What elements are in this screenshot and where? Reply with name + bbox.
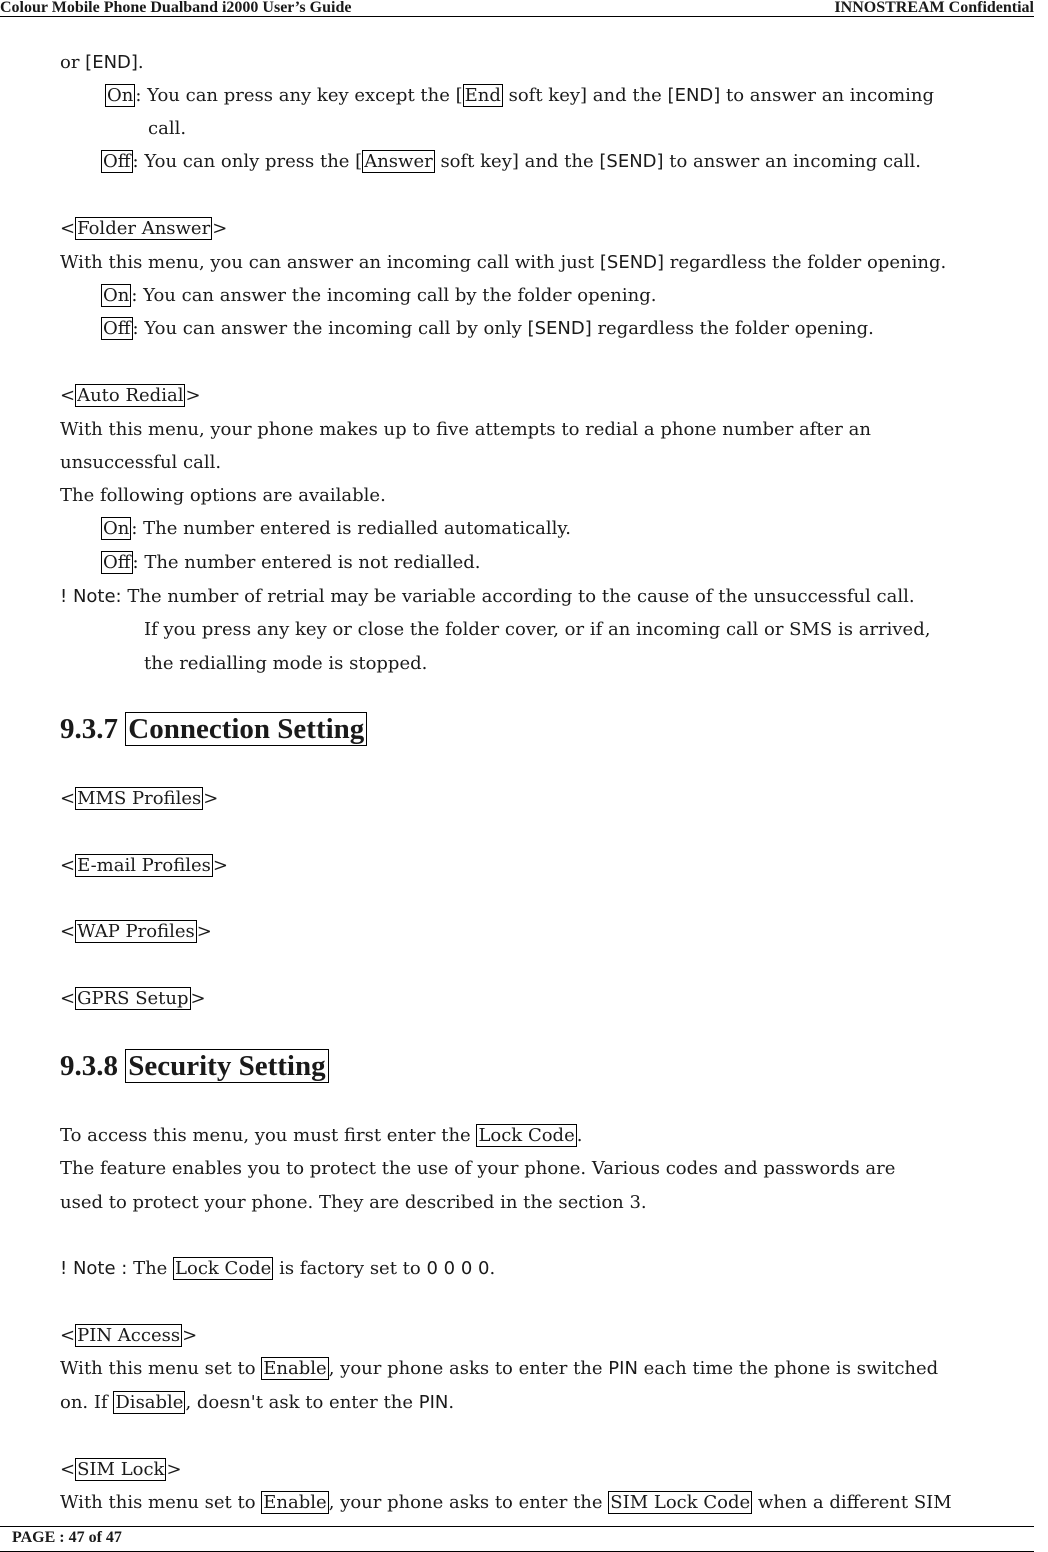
text-line: or [END]. — [60, 52, 144, 73]
menu-name: WAP Profiles — [77, 921, 195, 942]
menu-heading: < GPRS Setup > — [60, 988, 206, 1009]
menu-name: Auto Redial — [77, 385, 184, 406]
setting-label: Enable — [263, 1358, 327, 1379]
menu-heading: < Folder Answer > — [60, 218, 228, 239]
note-line: ! Note: The number of retrial may be variable according to the cause of the unsuccessful call. — [60, 586, 915, 607]
menu-heading: < MMS Profiles > — [60, 788, 219, 809]
menu-heading: < Auto Redial > — [60, 385, 201, 406]
note-label: ! Note: — [60, 586, 122, 607]
option-label: On — [103, 285, 130, 306]
text-line: The following options are available. — [60, 485, 386, 506]
menu-heading: < WAP Profiles > — [60, 921, 212, 942]
text-line: used to protect your phone. They are described in the section 3. — [60, 1192, 647, 1213]
setting-label: Enable — [263, 1492, 327, 1513]
option-label: Off — [103, 151, 131, 172]
text-line: With this menu, you can answer an incoming call with just [SEND] regardless the folder opening. — [60, 252, 947, 273]
softkey-label: End — [464, 85, 501, 106]
section-heading: 9.3.7 Connection Setting — [60, 711, 367, 747]
option-line: On : The number entered is redialled automatically. — [103, 518, 571, 539]
option-line: Off : You can only press the [ Answer soft key] and the [SEND] to answer an incoming call. — [103, 151, 922, 172]
softkey-label: Answer — [364, 151, 433, 172]
menu-name: PIN Access — [77, 1325, 181, 1346]
option-label: On — [107, 85, 134, 106]
header-title: Colour Mobile Phone Dualband i2000 User’s Guide — [0, 0, 352, 16]
option-label: Off — [103, 318, 131, 339]
menu-name: GPRS Setup — [77, 988, 189, 1009]
page-header — [0, 0, 1034, 17]
text-line: call. — [148, 118, 187, 139]
key-label: [SEND] — [599, 252, 665, 273]
option-line: Off : The number entered is not redialled. — [103, 552, 481, 573]
menu-name: SIM Lock — [77, 1459, 165, 1480]
menu-heading: < E-mail Profiles > — [60, 855, 228, 876]
key-label: [END] — [667, 85, 721, 106]
text-line: the redialling mode is stopped. — [144, 653, 428, 674]
page-number: PAGE : 47 of 47 — [12, 1529, 122, 1546]
code-label: Lock Code — [175, 1258, 272, 1279]
text-line: To access this menu, you must first enter the Lock Code . — [60, 1125, 583, 1146]
page-footer — [0, 1526, 1034, 1552]
menu-heading: < PIN Access > — [60, 1325, 198, 1346]
code-label: SIM Lock Code — [610, 1492, 751, 1513]
code-label: Lock Code — [478, 1125, 575, 1146]
note-label: ! Note : — [60, 1258, 134, 1279]
key-label: [END] — [85, 52, 138, 73]
option-label: On — [103, 518, 130, 539]
text-line: If you press any key or close the folder cover, or if an incoming call or SMS is arrived, — [144, 619, 931, 640]
text-line: With this menu set to Enable , your phone asks to enter the PIN each time the phone is switched — [60, 1358, 939, 1379]
menu-name: E-mail Profiles — [77, 855, 211, 876]
text-line: With this menu set to Enable , your phone asks to enter the SIM Lock Code when a different SIM — [60, 1492, 952, 1513]
section-heading: 9.3.8 Security Setting — [60, 1048, 329, 1084]
setting-label: Disable — [115, 1392, 184, 1413]
key-label: [SEND] — [527, 318, 592, 339]
text-line: The feature enables you to protect the use of your phone. Various codes and passwords are — [60, 1158, 896, 1179]
option-line: Off : You can answer the incoming call by only [SEND] regardless the folder opening. — [103, 318, 874, 339]
option-line: On : You can press any key except the [ End soft key] and the [END] to answer an incoming — [107, 85, 935, 106]
section-title: Connection Setting — [125, 712, 367, 746]
text-line: With this menu, your phone makes up to five attempts to redial a phone number after an — [60, 419, 871, 440]
text-line: on. If Disable , doesn't ask to enter the PIN. — [60, 1392, 455, 1413]
option-label: Off — [103, 552, 131, 573]
menu-name: MMS Profiles — [77, 788, 202, 809]
option-line: On : You can answer the incoming call by the folder opening. — [103, 285, 657, 306]
menu-name: Folder Answer — [77, 218, 211, 239]
text-line: unsuccessful call. — [60, 452, 222, 473]
default-code: 0 0 0 0 — [426, 1258, 490, 1279]
header-confidential: INNOSTREAM Confidential — [834, 0, 1034, 16]
note-line: ! Note : The Lock Code is factory set to 0 0 0 0. — [60, 1258, 496, 1279]
menu-heading: < SIM Lock > — [60, 1459, 182, 1480]
key-label: [SEND] — [599, 151, 664, 172]
key-label: PIN — [418, 1392, 449, 1413]
section-title: Security Setting — [125, 1049, 328, 1083]
key-label: PIN — [608, 1358, 638, 1379]
